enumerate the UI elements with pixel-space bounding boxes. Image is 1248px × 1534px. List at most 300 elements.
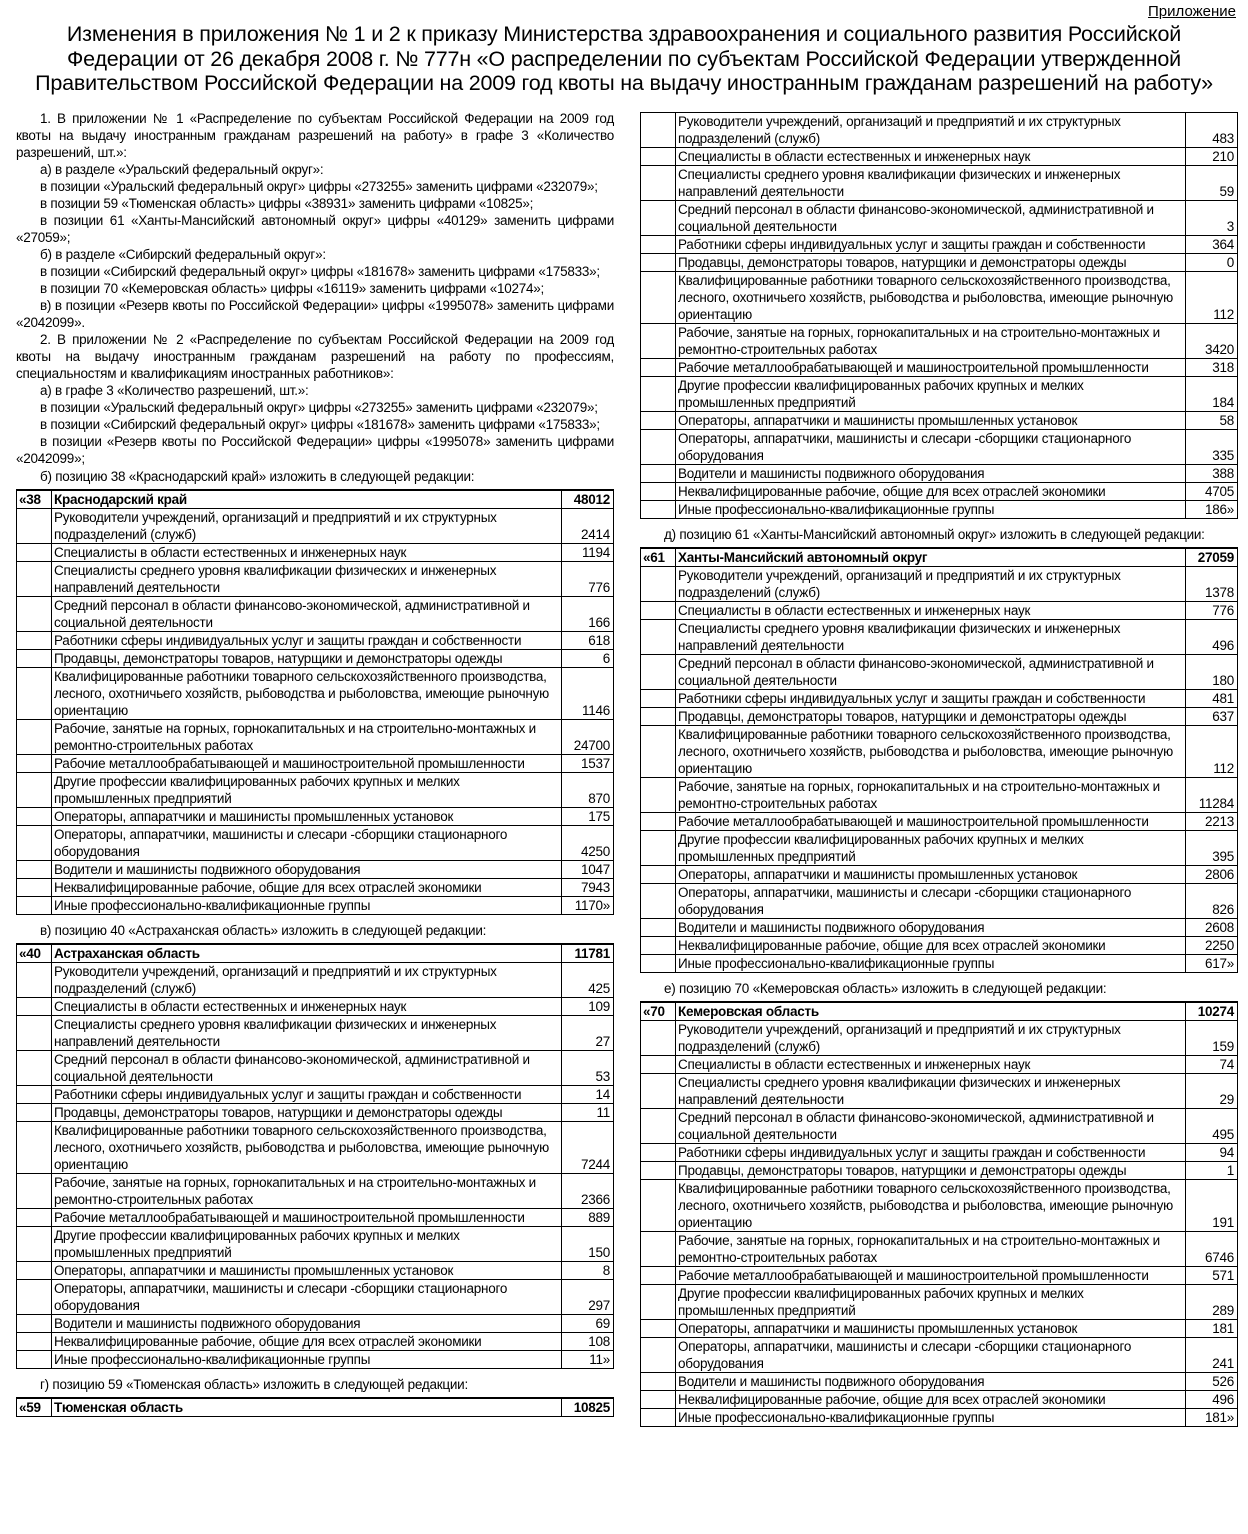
table-row: [641, 831, 1238, 866]
quota-value: 1170»: [562, 897, 614, 915]
empty-code-cell: [641, 148, 676, 166]
profession-label: Неквалифицированные рабочие, общие для всех отраслей экономики: [52, 1333, 562, 1351]
quota-value: 289: [1186, 1285, 1238, 1320]
profession-label: Водители и машинисты подвижного оборудования: [676, 919, 1186, 937]
table-row: [641, 272, 1238, 324]
quota-value: 618: [562, 632, 614, 650]
empty-code-cell: [641, 1056, 676, 1074]
quota-value: 159: [1186, 1021, 1238, 1056]
table-row: [641, 620, 1238, 655]
empty-code-cell: [641, 726, 676, 778]
table-row: [641, 1409, 1238, 1427]
quota-value: 2213: [1186, 813, 1238, 831]
empty-code-cell: [641, 1320, 676, 1338]
empty-code-cell: [641, 324, 676, 359]
profession-label: Средний персонал в области финансово-экономической, административной и социальной деятельности: [676, 1109, 1186, 1144]
region-code: «70: [641, 1002, 676, 1021]
quota-value: 4705: [1186, 483, 1238, 501]
profession-label: Рабочие металлообрабатывающей и машиностроительной промышленности: [676, 1267, 1186, 1285]
table-row: [17, 1122, 614, 1174]
quota-value: 186»: [1186, 501, 1238, 519]
profession-label: Иные профессионально-квалификационные группы: [52, 1351, 562, 1369]
quota-value: 1146: [562, 668, 614, 720]
table-krasnodar: [16, 489, 614, 915]
table-khanty-mansi: [640, 547, 1238, 973]
profession-label: Средний персонал в области финансово-экономической, административной и социальной деятельности: [52, 597, 562, 632]
document-title: Изменения в приложения № 1 и 2 к приказу Министерства здравоохранения и социального развития Российской Федерации от 26 декабря 2008 г. № 777н «О распределении по субъектам Российской Федерации утвержденной Правительством Российской Федерации на 2009 год квоты на выдачу иностранным гражданам разрешений на работу»: [35, 22, 1213, 95]
quota-value: 826: [1186, 884, 1238, 919]
empty-code-cell: [17, 808, 52, 826]
table-row: [17, 1051, 614, 1086]
empty-code-cell: [641, 1144, 676, 1162]
quota-value: 481: [1186, 690, 1238, 708]
table-row: [641, 1320, 1238, 1338]
table-row: [641, 1056, 1238, 1074]
table-row: [641, 937, 1238, 955]
empty-code-cell: [641, 690, 676, 708]
empty-code-cell: [641, 272, 676, 324]
profession-label: Рабочие металлообрабатывающей и машиностроительной промышленности: [676, 359, 1186, 377]
table-row: [641, 501, 1238, 519]
profession-label: Руководители учреждений, организаций и предприятий и их структурных подразделений (служб): [676, 113, 1186, 148]
region-name: Кемеровская область: [676, 1002, 1186, 1021]
table-row: [641, 866, 1238, 884]
empty-code-cell: [641, 813, 676, 831]
profession-label: Операторы, аппаратчики, машинисты и слесари -сборщики стационарного оборудования: [52, 1280, 562, 1315]
table-row: [641, 955, 1238, 973]
region-total: 48012: [562, 490, 614, 509]
table-row: [641, 1180, 1238, 1232]
paragraph: в позиции «Уральский федеральный округ» цифры «273255» заменить цифрами «232079»;: [40, 400, 598, 415]
profession-label: Работники сферы индивидуальных услуг и защиты граждан и собственности: [52, 632, 562, 650]
empty-code-cell: [641, 377, 676, 412]
quota-value: 1537: [562, 755, 614, 773]
empty-code-cell: [641, 430, 676, 465]
table-row: [17, 1227, 614, 1262]
quota-value: 181»: [1186, 1409, 1238, 1427]
table-row: [17, 826, 614, 861]
empty-code-cell: [641, 1409, 676, 1427]
empty-code-cell: [17, 897, 52, 915]
table-row: [641, 690, 1238, 708]
table-tyumen-continued: [640, 112, 1238, 519]
table-row: [641, 201, 1238, 236]
empty-code-cell: [17, 1122, 52, 1174]
profession-label: Водители и машинисты подвижного оборудования: [676, 465, 1186, 483]
quota-value: 495: [1186, 1109, 1238, 1144]
table-row: [17, 1174, 614, 1209]
empty-code-cell: [641, 620, 676, 655]
empty-code-cell: [17, 963, 52, 998]
quota-value: 3420: [1186, 324, 1238, 359]
profession-label: Иные профессионально-квалификационные группы: [52, 897, 562, 915]
profession-label: Руководители учреждений, организаций и предприятий и их структурных подразделений (служб): [52, 509, 562, 544]
quota-value: 53: [562, 1051, 614, 1086]
profession-label: Водители и машинисты подвижного оборудования: [52, 861, 562, 879]
table-row: [17, 509, 614, 544]
table-row: [17, 773, 614, 808]
region-total: 11781: [562, 944, 614, 963]
profession-label: Рабочие, занятые на горных, горнокапитальных и на строительно-монтажных и ремонтно-строительных работах: [676, 1232, 1186, 1267]
profession-label: Другие профессии квалифицированных рабочих крупных и мелких промышленных предприятий: [52, 1227, 562, 1262]
profession-label: Продавцы, демонстраторы товаров, натурщики и демонстраторы одежды: [52, 1104, 562, 1122]
empty-code-cell: [17, 668, 52, 720]
profession-label: Специалисты в области естественных и инженерных наук: [52, 544, 562, 562]
table-row: [641, 708, 1238, 726]
table-row: [17, 963, 614, 998]
paragraph: б) в разделе «Сибирский федеральный округ»:: [40, 247, 326, 262]
table-row: [641, 1373, 1238, 1391]
table-row: [641, 1144, 1238, 1162]
quota-value: 496: [1186, 620, 1238, 655]
empty-code-cell: [17, 632, 52, 650]
quota-value: 2608: [1186, 919, 1238, 937]
quota-value: 388: [1186, 465, 1238, 483]
empty-code-cell: [641, 778, 676, 813]
empty-code-cell: [641, 166, 676, 201]
empty-code-cell: [641, 1373, 676, 1391]
profession-label: Рабочие, занятые на горных, горнокапитальных и на строительно-монтажных и ремонтно-строительных работах: [676, 778, 1186, 813]
profession-label: Другие профессии квалифицированных рабочих крупных и мелких промышленных предприятий: [52, 773, 562, 808]
quota-value: 1378: [1186, 567, 1238, 602]
empty-code-cell: [641, 884, 676, 919]
table-row: [641, 778, 1238, 813]
quota-value: 27: [562, 1016, 614, 1051]
table-row: [17, 720, 614, 755]
table-row: [17, 1315, 614, 1333]
profession-label: Операторы, аппаратчики и машинисты промышленных установок: [676, 412, 1186, 430]
empty-code-cell: [17, 650, 52, 668]
profession-label: Специалисты в области естественных и инженерных наук: [52, 998, 562, 1016]
empty-code-cell: [641, 1021, 676, 1056]
empty-code-cell: [17, 1262, 52, 1280]
table-row: [641, 655, 1238, 690]
profession-label: Другие профессии квалифицированных рабочих крупных и мелких промышленных предприятий: [676, 377, 1186, 412]
quota-value: 7943: [562, 879, 614, 897]
table-row: [641, 1074, 1238, 1109]
table-row: [17, 1209, 614, 1227]
profession-label: Специалисты среднего уровня квалификации физических и инженерных направлений деятельности: [676, 166, 1186, 201]
empty-code-cell: [641, 412, 676, 430]
quota-value: 166: [562, 597, 614, 632]
region-header-row: [17, 490, 614, 509]
region-header-row: [17, 944, 614, 963]
profession-label: Другие профессии квалифицированных рабочих крупных и мелких промышленных предприятий: [676, 831, 1186, 866]
profession-label: Рабочие, занятые на горных, горнокапитальных и на строительно-монтажных и ремонтно-строительных работах: [52, 720, 562, 755]
region-name: Краснодарский край: [52, 490, 562, 509]
paragraph: в позиции «Резерв квоты по Российской Федерации» цифры «1995078» заменить цифрами «2042099»;: [16, 434, 614, 466]
profession-label: Другие профессии квалифицированных рабочих крупных и мелких промышленных предприятий: [676, 1285, 1186, 1320]
profession-label: Иные профессионально-квалификационные группы: [676, 955, 1186, 973]
profession-label: Квалифицированные работники товарного сельскохозяйственного производства, лесного, охотничьего хозяйств, рыбоводства и рыболовства, имеющие рыночную ориентацию: [676, 1180, 1186, 1232]
table-tyumen: [16, 1397, 614, 1417]
region-name: Ханты-Мансийский автономный округ: [676, 548, 1186, 567]
paragraph: 2. В приложении № 2 «Распределение по субъектам Российской Федерации на 2009 год квоты на выдачу иностранным гражданам разрешений на работу по профессиям, специальностям и квалификациям иностранных работников»:: [16, 332, 614, 381]
empty-code-cell: [17, 1016, 52, 1051]
quota-value: 1: [1186, 1162, 1238, 1180]
table-row: [641, 113, 1238, 148]
quota-value: 8: [562, 1262, 614, 1280]
quota-value: 29: [1186, 1074, 1238, 1109]
profession-label: Продавцы, демонстраторы товаров, натурщики и демонстраторы одежды: [676, 254, 1186, 272]
profession-label: Работники сферы индивидуальных услуг и защиты граждан и собственности: [676, 236, 1186, 254]
region-code: «38: [17, 490, 52, 509]
quota-value: 180: [1186, 655, 1238, 690]
region-total: 27059: [1186, 548, 1238, 567]
table-row: [641, 1021, 1238, 1056]
quota-value: 6746: [1186, 1232, 1238, 1267]
quota-value: 297: [562, 1280, 614, 1315]
quota-value: 69: [562, 1315, 614, 1333]
profession-label: Специалисты в области естественных и инженерных наук: [676, 148, 1186, 166]
empty-code-cell: [17, 755, 52, 773]
quota-value: 395: [1186, 831, 1238, 866]
profession-label: Неквалифицированные рабочие, общие для всех отраслей экономики: [676, 483, 1186, 501]
table-row: [17, 998, 614, 1016]
table-row: [641, 1338, 1238, 1373]
empty-code-cell: [17, 1333, 52, 1351]
table-row: [641, 483, 1238, 501]
table-kemerovo: [640, 1001, 1238, 1427]
empty-code-cell: [17, 1351, 52, 1369]
profession-label: Работники сферы индивидуальных услуг и защиты граждан и собственности: [676, 690, 1186, 708]
quota-value: 571: [1186, 1267, 1238, 1285]
empty-code-cell: [17, 879, 52, 897]
quota-value: 2250: [1186, 937, 1238, 955]
empty-code-cell: [641, 1232, 676, 1267]
table-row: [641, 148, 1238, 166]
quota-value: 425: [562, 963, 614, 998]
empty-code-cell: [17, 1051, 52, 1086]
profession-label: Иные профессионально-квалификационные группы: [676, 501, 1186, 519]
profession-label: Квалифицированные работники товарного сельскохозяйственного производства, лесного, охотничьего хозяйств, рыбоводства и рыболовства, имеющие рыночную ориентацию: [676, 726, 1186, 778]
profession-label: Рабочие, занятые на горных, горнокапитальных и на строительно-монтажных и ремонтно-строительных работах: [52, 1174, 562, 1209]
empty-code-cell: [641, 1074, 676, 1109]
table-row: [17, 597, 614, 632]
profession-label: Операторы, аппаратчики, машинисты и слесари -сборщики стационарного оборудования: [52, 826, 562, 861]
quota-value: 1047: [562, 861, 614, 879]
table-row: [641, 602, 1238, 620]
note-position-59: г) позицию 59 «Тюменская область» изложить в следующей редакции:: [40, 1377, 468, 1392]
table-row: [17, 650, 614, 668]
empty-code-cell: [17, 1280, 52, 1315]
empty-code-cell: [17, 998, 52, 1016]
empty-code-cell: [641, 955, 676, 973]
quota-value: 6: [562, 650, 614, 668]
region-name: Тюменская область: [52, 1398, 562, 1417]
profession-label: Руководители учреждений, организаций и предприятий и их структурных подразделений (служб): [676, 1021, 1186, 1056]
profession-label: Водители и машинисты подвижного оборудования: [676, 1373, 1186, 1391]
empty-code-cell: [641, 1180, 676, 1232]
quota-value: 74: [1186, 1056, 1238, 1074]
table-row: [17, 1280, 614, 1315]
profession-label: Руководители учреждений, организаций и предприятий и их структурных подразделений (служб): [52, 963, 562, 998]
quota-value: 11: [562, 1104, 614, 1122]
empty-code-cell: [641, 1267, 676, 1285]
table-row: [641, 430, 1238, 465]
empty-code-cell: [641, 465, 676, 483]
table-row: [641, 1162, 1238, 1180]
table-row: [641, 412, 1238, 430]
table-row: [641, 465, 1238, 483]
quota-value: 109: [562, 998, 614, 1016]
table-row: [17, 668, 614, 720]
region-header-row: [17, 1398, 614, 1417]
profession-label: Продавцы, демонстраторы товаров, натурщики и демонстраторы одежды: [52, 650, 562, 668]
table-row: [17, 1262, 614, 1280]
quota-value: 318: [1186, 359, 1238, 377]
empty-code-cell: [641, 1162, 676, 1180]
quota-value: 2414: [562, 509, 614, 544]
quota-value: 889: [562, 1209, 614, 1227]
table-row: [641, 359, 1238, 377]
paragraph: в позиции «Сибирский федеральный округ» цифры «181678» заменить цифрами «175833»;: [40, 417, 600, 432]
empty-code-cell: [641, 254, 676, 272]
quota-value: 108: [562, 1333, 614, 1351]
empty-code-cell: [641, 655, 676, 690]
amendment-paragraphs: [16, 110, 614, 467]
profession-label: Рабочие металлообрабатывающей и машиностроительной промышленности: [52, 755, 562, 773]
quota-value: 11284: [1186, 778, 1238, 813]
profession-label: Иные профессионально-квалификационные группы: [676, 1409, 1186, 1427]
quota-value: 2366: [562, 1174, 614, 1209]
paragraph: а) в разделе «Уральский федеральный округ»:: [40, 162, 324, 177]
profession-label: Специалисты в области естественных и инженерных наук: [676, 1056, 1186, 1074]
quota-value: 181: [1186, 1320, 1238, 1338]
empty-code-cell: [17, 1227, 52, 1262]
empty-code-cell: [641, 1391, 676, 1409]
quota-value: 870: [562, 773, 614, 808]
quota-value: 776: [1186, 602, 1238, 620]
region-code: «40: [17, 944, 52, 963]
paragraph: в позиции 59 «Тюменская область» цифры «38931» заменить цифрами «10825»;: [40, 196, 534, 211]
quota-value: 14: [562, 1086, 614, 1104]
empty-code-cell: [17, 1315, 52, 1333]
quota-value: 184: [1186, 377, 1238, 412]
empty-code-cell: [641, 501, 676, 519]
profession-label: Специалисты среднего уровня квалификации физических и инженерных направлений деятельности: [52, 562, 562, 597]
empty-code-cell: [641, 866, 676, 884]
empty-code-cell: [641, 708, 676, 726]
table-row: [641, 166, 1238, 201]
right-column: [640, 112, 1238, 1433]
quota-value: 776: [562, 562, 614, 597]
quota-value: 7244: [562, 1122, 614, 1174]
table-row: [641, 377, 1238, 412]
table-row: [641, 919, 1238, 937]
left-column: [16, 110, 614, 1423]
profession-label: Водители и машинисты подвижного оборудования: [52, 1315, 562, 1333]
table-row: [17, 897, 614, 915]
table-row: [17, 562, 614, 597]
profession-label: Специалисты среднего уровня квалификации физических и инженерных направлений деятельности: [52, 1016, 562, 1051]
profession-label: Рабочие, занятые на горных, горнокапитальных и на строительно-монтажных и ремонтно-строительных работах: [676, 324, 1186, 359]
empty-code-cell: [641, 359, 676, 377]
region-header-row: [641, 548, 1238, 567]
table-row: [641, 884, 1238, 919]
profession-label: Квалифицированные работники товарного сельскохозяйственного производства, лесного, охотничьего хозяйств, рыбоводства и рыболовства, имеющие рыночную ориентацию: [676, 272, 1186, 324]
table-row: [641, 567, 1238, 602]
table-row: [641, 1391, 1238, 1409]
quota-value: 364: [1186, 236, 1238, 254]
table-row: [641, 254, 1238, 272]
table-astrakhan: [16, 943, 614, 1369]
note-position-61: д) позицию 61 «Ханты-Мансийский автономный округ» изложить в следующей редакции:: [664, 527, 1205, 542]
profession-label: Неквалифицированные рабочие, общие для всех отраслей экономики: [676, 937, 1186, 955]
quota-value: 3: [1186, 201, 1238, 236]
profession-label: Операторы, аппаратчики, машинисты и слесари -сборщики стационарного оборудования: [676, 1338, 1186, 1373]
table-row: [641, 1267, 1238, 1285]
profession-label: Операторы, аппаратчики и машинисты промышленных установок: [676, 1320, 1186, 1338]
empty-code-cell: [641, 831, 676, 866]
profession-label: Работники сферы индивидуальных услуг и защиты граждан и собственности: [676, 1144, 1186, 1162]
quota-value: 526: [1186, 1373, 1238, 1391]
quota-value: 0: [1186, 254, 1238, 272]
empty-code-cell: [641, 236, 676, 254]
quota-value: 4250: [562, 826, 614, 861]
empty-code-cell: [17, 720, 52, 755]
table-row: [17, 1351, 614, 1369]
quota-value: 191: [1186, 1180, 1238, 1232]
profession-label: Рабочие металлообрабатывающей и машиностроительной промышленности: [676, 813, 1186, 831]
profession-label: Неквалифицированные рабочие, общие для всех отраслей экономики: [52, 879, 562, 897]
table-row: [641, 236, 1238, 254]
paragraph: в) в позиции «Резерв квоты по Российской Федерации» цифры «1995078» заменить цифрами «2042099».: [16, 298, 614, 330]
note-position-38: б) позицию 38 «Краснодарский край» изложить в следующей редакции:: [40, 469, 475, 484]
profession-label: Операторы, аппаратчики и машинисты промышленных установок: [52, 808, 562, 826]
quota-value: 11»: [562, 1351, 614, 1369]
quota-value: 175: [562, 808, 614, 826]
table-row: [17, 808, 614, 826]
quota-value: 483: [1186, 113, 1238, 148]
profession-label: Операторы, аппаратчики и машинисты промышленных установок: [676, 866, 1186, 884]
table-row: [17, 1086, 614, 1104]
paragraph: а) в графе 3 «Количество разрешений, шт.»:: [40, 383, 309, 398]
empty-code-cell: [17, 597, 52, 632]
empty-code-cell: [17, 1209, 52, 1227]
profession-label: Неквалифицированные рабочие, общие для всех отраслей экономики: [676, 1391, 1186, 1409]
empty-code-cell: [17, 509, 52, 544]
quota-value: 94: [1186, 1144, 1238, 1162]
empty-code-cell: [17, 1174, 52, 1209]
empty-code-cell: [17, 773, 52, 808]
table-row: [17, 1104, 614, 1122]
note-position-40: в) позицию 40 «Астраханская область» изложить в следующей редакции:: [40, 923, 487, 938]
empty-code-cell: [641, 1109, 676, 1144]
profession-label: Средний персонал в области финансово-экономической, административной и социальной деятельности: [52, 1051, 562, 1086]
paragraph: в позиции «Уральский федеральный округ» цифры «273255» заменить цифрами «232079»;: [40, 179, 598, 194]
empty-code-cell: [641, 113, 676, 148]
table-row: [17, 632, 614, 650]
table-row: [17, 544, 614, 562]
profession-label: Работники сферы индивидуальных услуг и защиты граждан и собственности: [52, 1086, 562, 1104]
table-row: [641, 1285, 1238, 1320]
empty-code-cell: [641, 1285, 676, 1320]
table-row: [641, 726, 1238, 778]
empty-code-cell: [17, 562, 52, 597]
paragraph: 1. В приложении № 1 «Распределение по субъектам Российской Федерации на 2009 год квоты на выдачу иностранным гражданам разрешений на работу» в графе 3 «Количество разрешений, шт.»:: [16, 111, 614, 160]
empty-code-cell: [641, 602, 676, 620]
table-row: [641, 324, 1238, 359]
table-row: [17, 1016, 614, 1051]
note-position-70: е) позицию 70 «Кемеровская область» изложить в следующей редакции:: [664, 981, 1107, 996]
empty-code-cell: [641, 483, 676, 501]
profession-label: Рабочие металлообрабатывающей и машиностроительной промышленности: [52, 1209, 562, 1227]
table-row: [17, 861, 614, 879]
table-row: [641, 1109, 1238, 1144]
quota-value: 496: [1186, 1391, 1238, 1409]
profession-label: Средний персонал в области финансово-экономической, административной и социальной деятельности: [676, 201, 1186, 236]
